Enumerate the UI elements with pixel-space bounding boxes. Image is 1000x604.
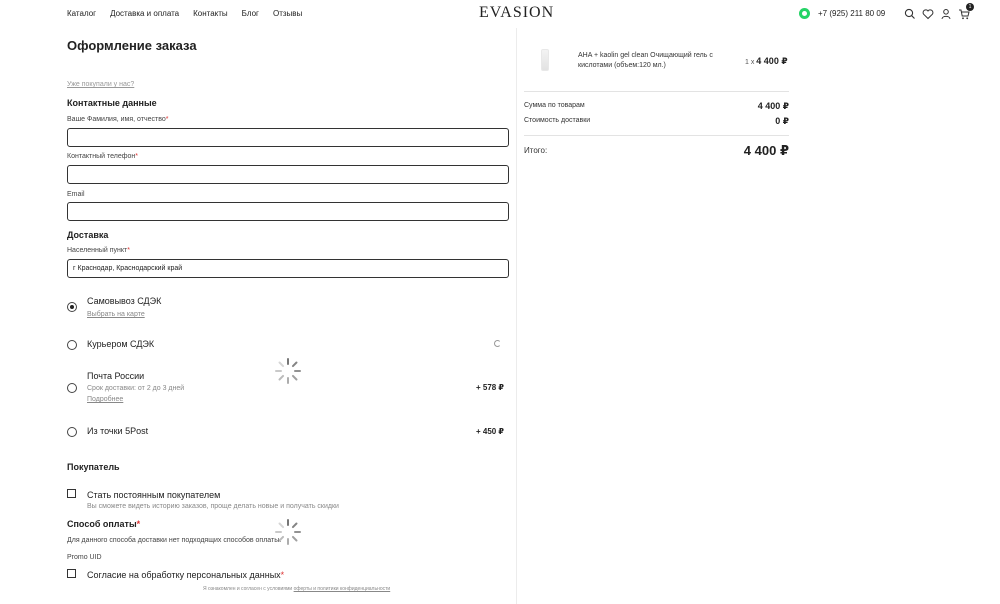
page-title: Оформление заказа — [67, 38, 197, 53]
nav-blog[interactable]: Блог — [241, 9, 259, 18]
payment-empty-message: Для данного способа доставки нет подходящих способов оплаты. — [67, 537, 282, 544]
total-value: 4 400 ₽ — [743, 143, 789, 158]
site-header — [0, 0, 1000, 28]
subtotal-label: Сумма по товарам — [524, 102, 585, 109]
name-input[interactable] — [67, 128, 509, 147]
total-label: Итого: — [524, 146, 548, 155]
regular-customer-label[interactable]: Стать постоянным покупателем — [87, 490, 221, 500]
offer-policy-link[interactable]: оферты и политики конфиденциальности — [293, 586, 391, 592]
product-image[interactable] — [541, 49, 549, 71]
payment-section-title: Способ оплаты* — [67, 519, 141, 529]
city-input[interactable]: г Краснодар, Краснодарский край — [67, 259, 509, 278]
nav-reviews[interactable]: Отзывы — [272, 9, 303, 18]
city-label: Населенный пункт* — [67, 247, 130, 254]
consent-note: Я ознакомлен и согласен с условиями оферты и политики конфиденциальности — [203, 586, 391, 592]
name-label: Ваше Фамилия, имя, отчество* — [67, 116, 169, 123]
whatsapp-icon[interactable] — [799, 8, 810, 19]
regular-customer-hint: Вы сможете видеть историю заказов, проще делать новые и получать скидки — [87, 503, 339, 510]
header-icons — [904, 4, 972, 19]
buyer-section-title: Покупатель — [67, 462, 120, 472]
regular-customer-checkbox[interactable] — [67, 489, 76, 498]
search-icon[interactable] — [904, 7, 916, 19]
shipping-value: 0 ₽ — [775, 116, 789, 126]
option-cdek-pickup-title[interactable]: Самовывоз СДЭК — [87, 296, 162, 306]
phone-input[interactable] — [67, 165, 509, 184]
loading-icon — [494, 340, 501, 347]
nav-delivery-payment[interactable]: Доставка и оплата — [110, 9, 180, 18]
option-5post-title[interactable]: Из точки 5Post — [87, 426, 149, 436]
radio-5post[interactable] — [67, 427, 77, 437]
option-5post-price: + 450 ₽ — [475, 427, 504, 436]
phone-label: Контактный телефон* — [67, 153, 138, 160]
summary-divider — [524, 91, 789, 92]
nav-contacts[interactable]: Контакты — [193, 9, 228, 18]
site-logo[interactable]: EVASION — [479, 4, 555, 21]
delivery-section-title: Доставка — [67, 230, 109, 240]
radio-russian-post[interactable] — [67, 383, 77, 393]
main-nav — [67, 9, 302, 18]
email-label: Email — [67, 191, 85, 198]
cart-icon[interactable] — [958, 4, 972, 19]
product-name[interactable]: AHA + kaolin gel clean Очищающий гель с кислотами (объем:120 мл.) — [578, 52, 713, 69]
column-divider — [516, 28, 517, 604]
option-cdek-courier-title[interactable]: Курьером СДЭК — [87, 339, 155, 349]
summary-divider — [524, 135, 789, 136]
radio-cdek-pickup[interactable] — [67, 302, 77, 312]
option-russian-post-title[interactable]: Почта России — [87, 371, 145, 381]
nav-catalog[interactable]: Каталог — [67, 9, 97, 18]
heart-icon[interactable] — [922, 7, 934, 19]
contact-section-title: Контактные данные — [67, 98, 157, 108]
option-russian-post-term: Срок доставки: от 2 до 3 дней — [87, 385, 185, 392]
radio-cdek-courier[interactable] — [67, 340, 77, 350]
email-input[interactable] — [67, 202, 509, 221]
loading-spinner-icon — [275, 358, 301, 384]
phone-number[interactable]: +7 (925) 211 80 09 — [818, 9, 886, 18]
already-bought-link[interactable]: Уже покупали у нас? — [67, 81, 135, 88]
user-icon[interactable] — [940, 7, 952, 19]
option-russian-post-price: + 578 ₽ — [475, 383, 504, 392]
consent-label[interactable]: Согласие на обработку персональных данных* — [87, 570, 285, 580]
choose-on-map-link[interactable]: Выбрать на карте — [87, 311, 145, 318]
shipping-label: Стоимость доставки — [524, 117, 591, 124]
promo-uid-label: Promo UID — [67, 554, 102, 561]
phone-block — [799, 8, 885, 19]
cart-count-badge: 1 — [966, 3, 974, 11]
subtotal-value: 4 400 ₽ — [757, 101, 789, 111]
product-qty-price: 1 x 4 400 ₽ — [745, 56, 788, 66]
consent-checkbox[interactable] — [67, 569, 76, 578]
more-details-link[interactable]: Подробнее — [87, 396, 124, 403]
